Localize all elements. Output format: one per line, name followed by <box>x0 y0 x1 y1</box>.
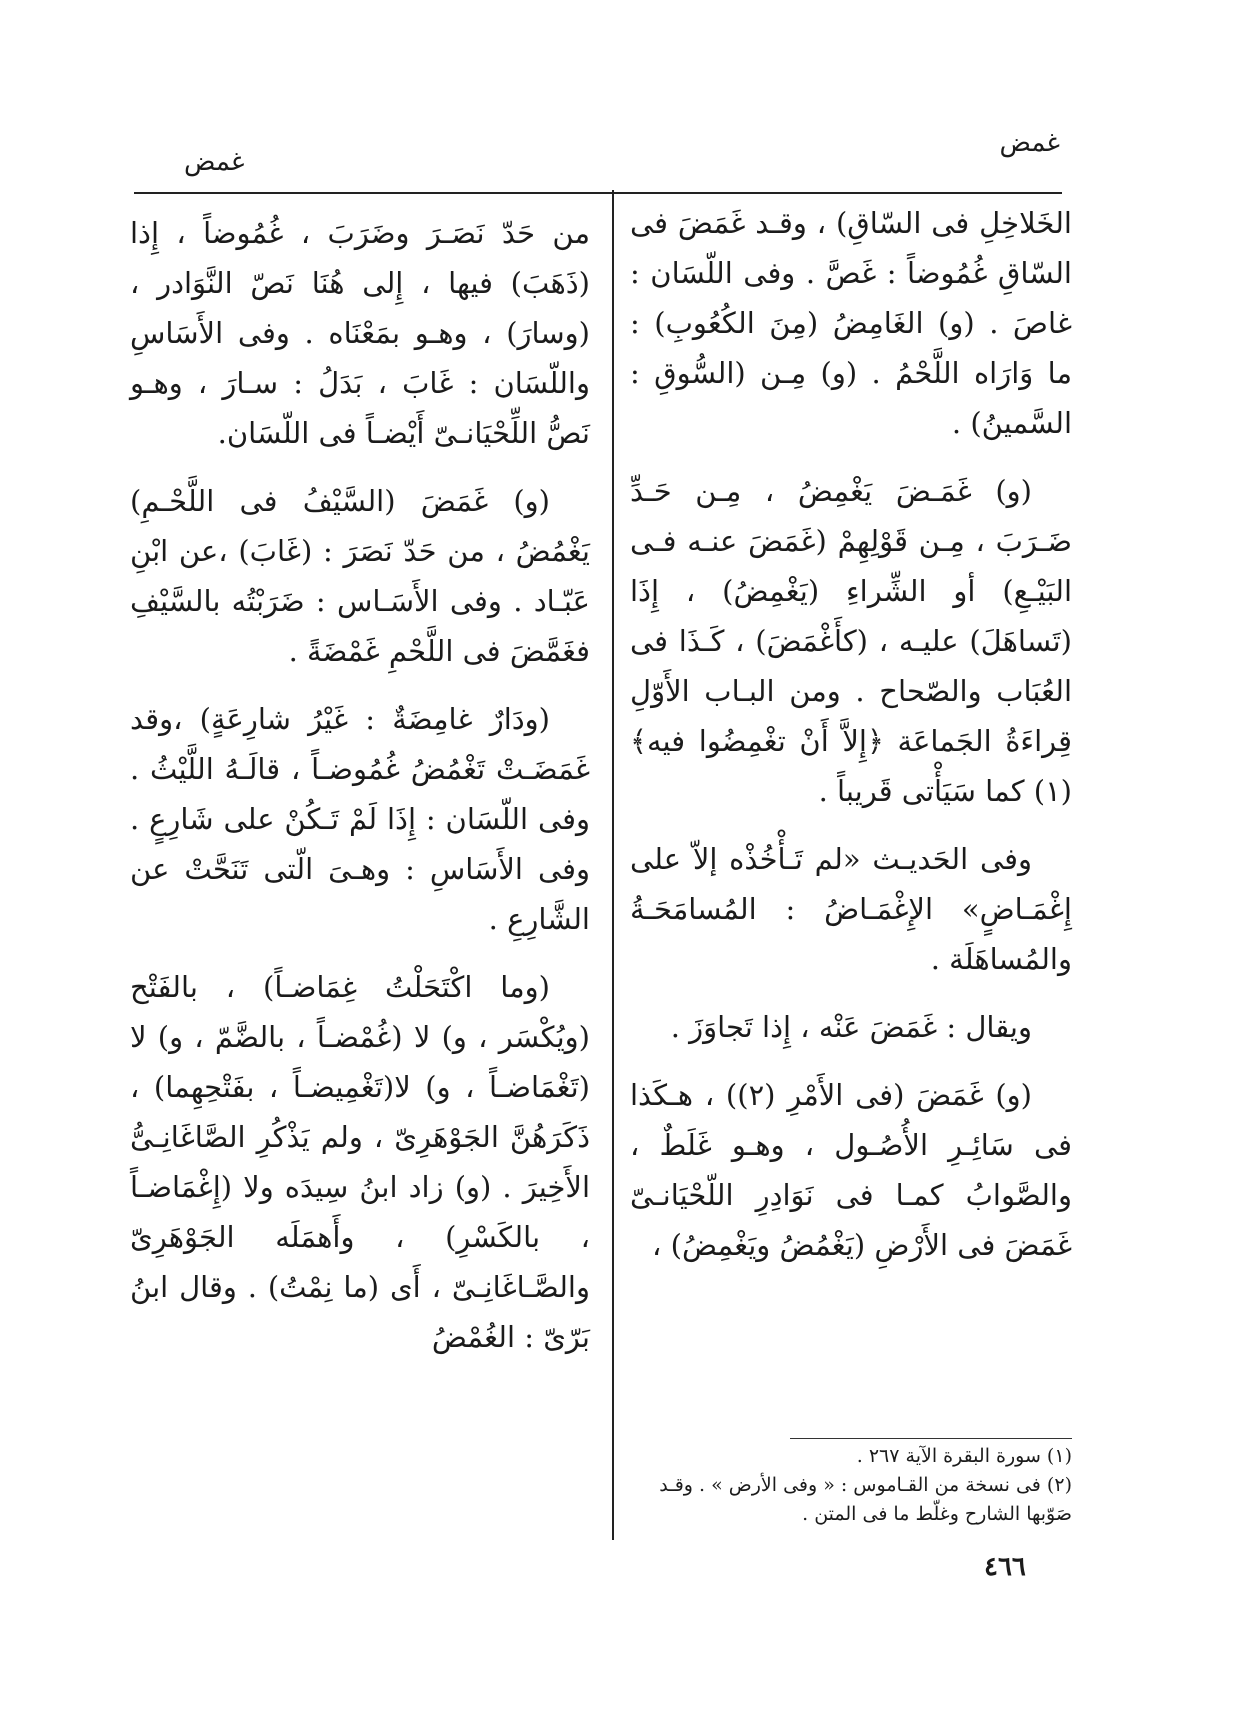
paragraph: الخَلاخِلِ فى السّاقِ) ، وقـد غَمَضَ فى السّاقِ غُمُوضاً : غَصَّ . وفى اللّسَان : غاصَ . (و) الغَامِضُ (مِنَ الكُعُوبِ) : ما وَارَاه اللَّحْمُ . (و) مِـن (السُّوقِ : السَّمينُ) . <box>630 206 1072 440</box>
running-header-right: غمض <box>999 128 1060 158</box>
running-header-left: غمض <box>184 147 245 177</box>
paragraph: (ودَارٌ غامِضَةٌ : غَيْرُ شارِعَةٍ) ،وقد غَمَضَـتْ تَغْمُضُ غُمُوضـاً ، قالَـهُ اللَّيْثُ . وفى اللّسَان : إِذَا لَمْ تَـكُنْ على شَارِعٍ . وفى الأَسَاسِ : وهـىَ الّتى تَنَحَّتْ عن الشَّارِعِ . <box>130 702 590 936</box>
header-rule <box>134 192 1062 194</box>
paragraph: (وما اكْتَحَلْتُ غِمَاضـاً) ، بالفَتْح (ويُكْسَر ، و) لا (غُمْضـاً ، بالضَّمّ ، و) لا (تَغْمَاضـاً ، و) لا(تَغْمِيضـاً ، بفَتْحِهِما) ، ذَكَرَهُنَّ الجَوْهَرِىّ ، ولم يَذْكُرِ الصَّاغَانِـىُّ الأَخِيرَ . (و) زاد ابنُ سِيدَه ولا (إِغْمَاضـاً ، بالكَسْرِ) ، وأَهمَلَه الجَوْهَرِىّ والصَّـاغَانِـىّ ، أَى (ما نِمْتُ) . وقال ابنُ بَرّىّ : الغُمْضُ <box>130 970 590 1354</box>
paragraph: من حَدّ نَصَـرَ وضَرَبَ ، غُمُوضاً ، إِذا (ذَهَبَ) فيها ، إِلى هُنَا نَصّ النَّوَادر ، (وسارَ) ، وهـو بمَعْنَاه . وفى الأَسَاسِ واللّسَان : غَابَ ، بَدَلُ : سـارَ ، وهـو نَصُّ اللِّحْيَانـىّ أَيْضـاً فى اللّسَان. <box>130 216 590 450</box>
paragraph: (و) غَمَضَ (السَّيْفُ فى اللَّحْـمِ) يَغْمُضُ ، من حَدّ نَصَرَ : (غَابَ) ،عن ابْنِ عَبّـاد . وفى الأَسَـاس : ضَرَبْتُه بالسَّيْفِ فغَمَّضَ فى اللَّحْمِ غَمْضَةً . <box>130 484 590 668</box>
paragraph: وفى الحَديـث «لم تَـأْخُذْه إلاّ على إِغْمَـاضٍ» الإِغْمَـاضُ : المُسامَحَـةُ والمُساهَلَة . <box>630 842 1072 976</box>
paragraph: ويقال : غَمَضَ عَنْه ، إِذا تَجاوَزَ . <box>670 1010 1032 1044</box>
paragraph: (و) غَمَضَ (فى الأَمْرِ (٢)) ، هـكَذا فى سَائِـرِ الأُصُـول ، وهـو غَلَطٌ ، والصَّوابُ كمـا فى نَوَادِرِ اللّحْيَانـىّ غَمَضَ فى الأَرْضِ (يَغْمُضُ ويَغْمِضُ) ، <box>630 1078 1072 1262</box>
footnotes <box>640 1442 1072 1529</box>
footnote: (٢) فى نسخة من القـاموس : « وفى الأرض » . وقـد صَوّبها الشارح وغلّط ما فى المتن . <box>659 1474 1072 1525</box>
column-divider <box>612 190 614 1540</box>
page-number: ٤٦٦ <box>984 1552 1026 1582</box>
paragraph: (و) غَمَـضَ يَغْمِضُ ، مِـن حَـدِّ ضَـرَبَ ، مِـن قَوْلِهِمْ (غَمَضَ عنـه فـى البَيْـعِ) أو الشِّراءِ (يَغْمِضُ) ، إِذَا (تَساهَلَ) عليـه ، (كأَغْمَضَ) ، كَـذَا فى العُبَاب والصّحاح . ومن البـاب الأَوّلِ قِراءَةُ الجَماعَة ﴿إِلاَّ أَنْ تغْمِضُوا فيه﴾ (١) كما سَيَأْتى قَريباً . <box>630 474 1072 808</box>
footnote: (١) سورة البقرة الآية ٢٦٧ . <box>856 1445 1072 1467</box>
right-column <box>630 198 1072 1288</box>
left-column <box>130 208 590 1380</box>
footnote-rule <box>790 1438 1072 1439</box>
